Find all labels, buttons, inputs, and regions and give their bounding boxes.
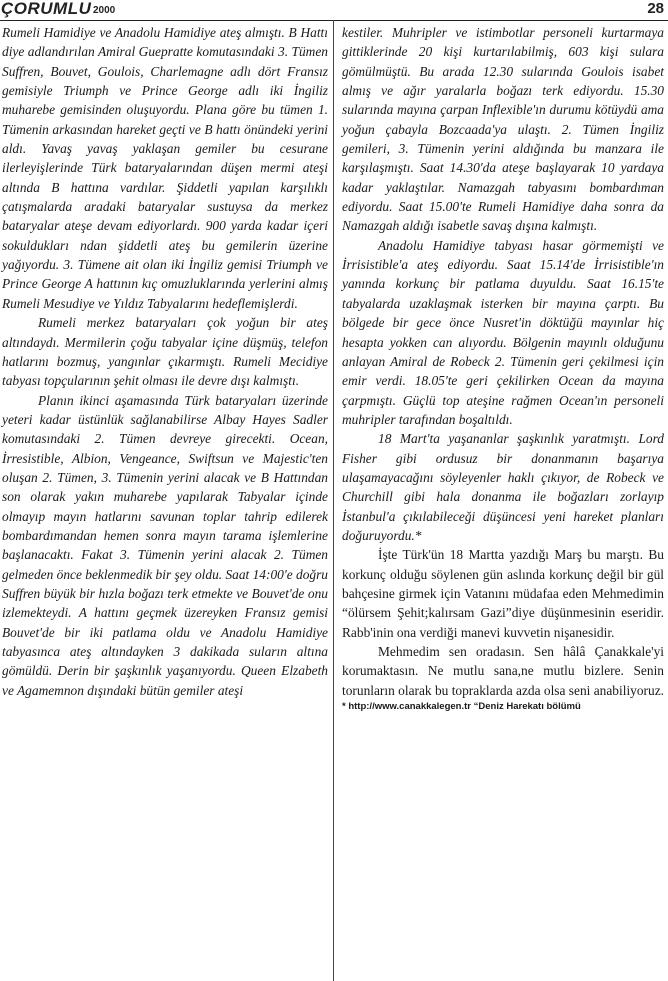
page-number: 28: [647, 0, 664, 17]
paragraph: Rumeli merkez bataryaları çok yoğun bir ateş altındaydı. Mermilerin çoğu tabyalar içine düşmüş, telefon hatlarını bozmuş, yangınlar çıkarmıştı. Rumeli Mecidiye tabyası topçularının şehit olması ile devre dışı kalmıştı.: [2, 315, 328, 389]
paragraph: Anadolu Hamidiye tabyası hasar görmemişti ve İrrisistible'a ateş ediyordu. Saat 15.14'de İrrisistible'ın yanında korkunç bir patlama duyuldu. Saat 16.15'te tabyalarda uzaklaşmak isterken bir mayına çarptı. Bu bölgede bir gece önce Nusret'in döktüğü mayınlar hiç hesapta yokken can alıyordu. Bölgenin mayınlı olduğunu anlayan Amiral de Robeck 2. Tümenin geri çekilmesi için emir verdi. 18.05'te geri çekilirken Ocean da mayına çarpmıştı. Güçlü top ateşine rağmen Ocean'ın personeli muhripler tarafından boşaltıldı.: [342, 237, 664, 427]
issue-year: 2000: [93, 5, 116, 16]
column-divider: [333, 20, 334, 981]
paragraph: 18 Mart'ta yaşananlar şaşkınlık yaratmıştı. Lord Fisher gibi ordusuz bir donanmanın başarıya ulaşamayacağını söyleyenler haklı çıkıyor, de Robeck ve Churchill gibi hala donanma ile boğazları zorlayıp İstanbul'a çıkılabileceği düşüncesi yeni hareket planları doğuruyordu.*: [342, 431, 664, 543]
left-column: [2, 23, 328, 700]
paragraph: Rumeli Hamidiye ve Anadolu Hamidiye ateş almıştı. B Hattı diye adlandırılan Amiral Guepratte komutasındaki 3. Tümen Suffren, Bouvet, Goulois, Charlemagne adlı dört Fransız gemisiyle Triumph ve Prince George adlı iki İngiliz muharebe gemisinden oluşuyordu. Plana göre bu tümen 1. Tümenin arkasından hareket geçti ve B hattı önündeki yerini aldı. Yavaş yavaş yaklaşan gemiler bu cesurane ilerleyişlerinde Türk bataryalarından düşen mermi ateşi altında B hattına vardılar. Şiddetli yapılan karşılıklı çatışmalarda aradaki bataryalar sustuysa da merkez bataryalar ateşe devam ediyorlardı. 900 yarda kadar içeri sokuldukları ndan şiddetli ateş bu gemilerin üzerine yağıyordu. 3. Tümene ait olan iki İngiliz gemisi Triumph ve Prince George A hattının kıç omuzluklarında yerlerini almış Rumeli Mesudiye ve Yıldız Tabyalarını hedeflemişlerdi.: [2, 25, 328, 311]
paragraph: Planın ikinci aşamasında Türk bataryaları üzerinde yeteri kadar üstünlük sağlanabilirse Albay Hayes Sadler komutasındaki 2. Tümen devreye girecekti. Ocean, İrresistible, Albion, Vengeance, Swiftsun ve Majestic'ten oluşan 2. Tümen, 3. Tümenin yerini alacak ve B Hattından son olarak yakın muharebe yapılarak Tabyalar içinde olmayıp mayın hatlarını savunan toplar tahrip edilerek bombardımandan hemen sonra mayın tarama işlemlerine başlanacaktı. Fakat 3. Tümenin yerini alacak 2. Tümen gelmeden önce beklenmedik bir şey oldu. Saat 14:00'e doğru Suffren büyük bir hızla boğazı terk etmekte ve Bouvet'de onu izlemekteydi. A hattını geçmek üzereyken Fransız gemisi Bouvet'de bir iki patlama oldu ve Anadolu Hamidiye tabyasınca ateş altındayken 3 dakikada suların altına gömüldü. Derin bir şaşkınlık yaşanıyordu. Queen Elzabeth ve Agamemnon dışındaki bütün gemiler ateşi: [2, 392, 329, 698]
page-header: [0, 0, 668, 21]
paragraph: İşte Türk'ün 18 Martta yazdığı Marş bu marştı. Bu korkunç olduğu söylenen gün aslında korkunç değil bir gül bahçesine girmek için Vatanını müdafaa eden Mehmedimin “ölürsem Şehit;kalırsam Gazi”diye düşünmesinin eseridir. Rabb'inin ona verdiği manevi kuvvetin nişanesidir.: [342, 547, 664, 640]
right-column: [342, 23, 664, 714]
paragraph: Mehmedim sen oradasın. Sen hâlâ Çanakkale'yi korumaktasın. Ne mutlu sana,ne mutlu bizlere. Senin torunların olarak bu topraklarda azda olsa seni anabiliyoruz.: [342, 644, 664, 698]
source-citation: * http://www.canakkalegen.tr “Deniz Harekatı bölümü: [342, 701, 581, 713]
magazine-title: ÇORUMLU: [1, 0, 92, 18]
paragraph: kestiler. Muhripler ve istimbotlar personeli kurtarmaya gittiklerinde 20 kişi kurtarılabilmiş, 603 kişi sulara gömülmüştü. Bu arada 12.30 sularında Goulois isabet almış ve ağır yaralarla boğazı terk ediyordu. 15.30 sularında mayına çarpan Inflexible'ın durumu kötüydü ama yoğun çabayla Bozcaada'ya ulaştı. 2. Tümen İngiliz gemileri, 3. Tümenin yerini aldığında bu manzara ile karşılaşmıştı. Saat 14.30'da ateşe başlayarak 10 yardaya kadar yaklaştılar. Namazgah tabyasını bombardıman ediyordu. Saat 15.00'te Rumeli Hamidiye daha sonra da Namazgah aldığı isabetle savaş dışına kalmıştı.: [342, 25, 664, 234]
